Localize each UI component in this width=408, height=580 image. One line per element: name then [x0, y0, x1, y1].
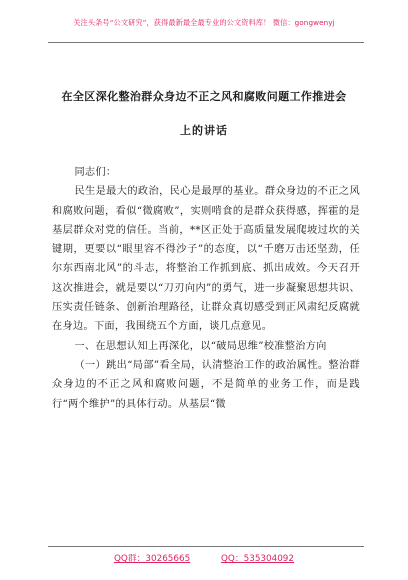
section-heading: 一、在思想认知上再深化，以“破局思维”校准整治方向 — [74, 340, 327, 352]
document-title-continued: 上的讲话 — [180, 124, 228, 137]
footer-divider — [48, 546, 364, 547]
header-divider — [48, 42, 364, 43]
body-paragraph: （一）跳出“局部”看全局，认清整治工作的政治属性。整治群众身边的不正之风和腐败问题，不是简单的业务工作，而是践行“两个维护”的具体行动。从基层“微 — [52, 359, 360, 410]
document-title: 在全区深化整治群众身边不正之风和腐败问题工作推进会 — [61, 90, 347, 103]
footer-qq: QQ：535304092 — [220, 554, 295, 564]
body-paragraph: 民生是最大的政治，民心是最厚的基业。群众身边的不正之风和腐败问题，看似“微腐败”，实则啃食的是群众获得感，挥霍的是基层群众对党的信任。当前，**区正处于高质量发展爬坡过坎的关键期，更要以“眼里容不得沙子”的态度，以“千磨万击还坚劲，任尔东西南北风”的斗志，将整治工作抓到底、抓出成效。今天召开这次推进会，就是要以“刀刃向内”的勇气，进一步凝聚思想共识、压实责任链条、创新治理路径，让群众真切感受到正风肃纪反腐就在身边。下面，我围绕五个方面，谈几点意见。 — [52, 186, 360, 333]
footer-qq-group: QQ群：30265665 — [113, 554, 191, 564]
footer-contacts — [0, 551, 408, 564]
header-note: 关注头条号“公文研究”，获得最新最全最专业的公文资料库！ 微信：gongwenyj — [73, 18, 335, 27]
salutation: 同志们： — [74, 167, 117, 178]
document-body — [52, 163, 360, 414]
